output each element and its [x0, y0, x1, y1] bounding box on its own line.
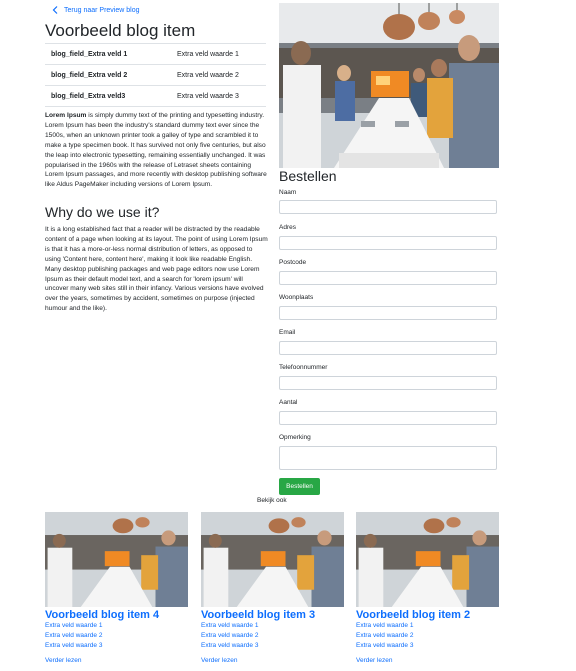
- card-field-link[interactable]: Extra veld waarde 3: [201, 642, 259, 649]
- telefoon-label: Telefoonnummer: [279, 364, 328, 371]
- card-field-link[interactable]: Extra veld waarde 1: [356, 622, 414, 629]
- table-row: [45, 86, 266, 107]
- card-title-link[interactable]: Voorbeeld blog item 2: [356, 609, 471, 621]
- card-field-link[interactable]: Extra veld waarde 3: [356, 642, 414, 649]
- read-more-link[interactable]: Verder lezen: [201, 657, 238, 664]
- telefoon-input[interactable]: [279, 376, 497, 390]
- lorem-paragraph: [45, 111, 268, 190]
- postcode-input[interactable]: [279, 271, 497, 285]
- read-more-link[interactable]: Verder lezen: [45, 657, 82, 664]
- card-field-link[interactable]: Extra veld waarde 2: [201, 632, 259, 639]
- blog-card: [45, 512, 188, 664]
- card-field-link[interactable]: Extra veld waarde 1: [45, 622, 103, 629]
- woonplaats-label: Woonplaats: [279, 294, 314, 301]
- aantal-input[interactable]: [279, 411, 497, 425]
- table-row: [45, 44, 266, 65]
- card-title-link[interactable]: Voorbeeld blog item 3: [201, 609, 316, 621]
- order-title: Bestellen: [279, 168, 337, 184]
- naam-input[interactable]: [279, 200, 497, 214]
- aantal-label: Aantal: [279, 399, 298, 406]
- opmerking-label: Opmerking: [279, 434, 311, 441]
- field-value: Extra veld waarde 3: [171, 86, 266, 107]
- blog-card: [201, 512, 344, 664]
- hero-image: [279, 3, 499, 168]
- back-link-label: Terug naar Preview blog: [64, 6, 140, 14]
- page-title: Voorbeeld blog item: [45, 21, 196, 40]
- see-also-label: Bekijk ook: [257, 497, 287, 504]
- woonplaats-input[interactable]: [279, 306, 497, 320]
- card-image[interactable]: [45, 512, 188, 607]
- card-field-link[interactable]: Extra veld waarde 2: [45, 632, 103, 639]
- lorem-text: is simply dummy text of the printing and typesetting industry. Lorem Ipsum has been the industry's standard dummy text ever since the 1500s, when an unknown printer took a galley of type and scrambled it to make a type specimen book. It has survived not only five centuries, but also the leap into electronic typesetting, remaining essentially unchanged. It was popularised in the 1960s with the release of Letraset sheets containing Lorem Ipsum passages, and more recently with desktop publishing software like Aldus PageMaker including versions of Lorem Ipsum.: [45, 112, 267, 189]
- card-image[interactable]: [201, 512, 344, 607]
- email-input[interactable]: [279, 341, 497, 355]
- back-link[interactable]: [52, 6, 140, 14]
- email-label: Email: [279, 329, 296, 336]
- adres-label: Adres: [279, 224, 296, 231]
- field-value: Extra veld waarde 1: [171, 44, 266, 65]
- postcode-label: Postcode: [279, 259, 307, 266]
- card-image[interactable]: [356, 512, 499, 607]
- card-field-link[interactable]: Extra veld waarde 1: [201, 622, 259, 629]
- lorem-bold: Lorem Ipsum: [45, 112, 87, 119]
- blog-card: [356, 512, 499, 664]
- why-heading: Why do we use it?: [45, 204, 160, 220]
- field-key: blog_field_Extra veld3: [45, 86, 171, 107]
- order-button[interactable]: Bestellen: [279, 478, 320, 495]
- naam-label: Naam: [279, 189, 297, 196]
- card-field-link[interactable]: Extra veld waarde 2: [356, 632, 414, 639]
- opmerking-textarea[interactable]: [279, 446, 497, 470]
- adres-input[interactable]: [279, 236, 497, 250]
- read-more-link[interactable]: Verder lezen: [356, 657, 393, 664]
- chevron-left-icon: [52, 6, 58, 14]
- table-row: [45, 65, 266, 86]
- field-value: Extra veld waarde 2: [171, 65, 266, 86]
- field-key: blog_field_Extra veld 2: [45, 65, 171, 86]
- extra-fields-table: [45, 43, 266, 107]
- why-paragraph: It is a long established fact that a reader will be distracted by the readable content of a page when looking at its layout. The point of using Lorem Ipsum is that it has a more-or-less normal distribution of letters, as opposed to using 'Content here, content here', making it look like readable English. Many desktop publishing packages and web page editors now use Lorem Ipsum as their default model text, and a search for 'lorem ipsum' will uncover many web sites still in their infancy. Various versions have evolved over the years, sometimes by accident, sometimes on purpose (injected humour and the like).: [45, 226, 268, 313]
- card-field-link[interactable]: Extra veld waarde 3: [45, 642, 103, 649]
- card-title-link[interactable]: Voorbeeld blog item 4: [45, 609, 160, 621]
- field-key: blog_field_Extra veld 1: [45, 44, 171, 65]
